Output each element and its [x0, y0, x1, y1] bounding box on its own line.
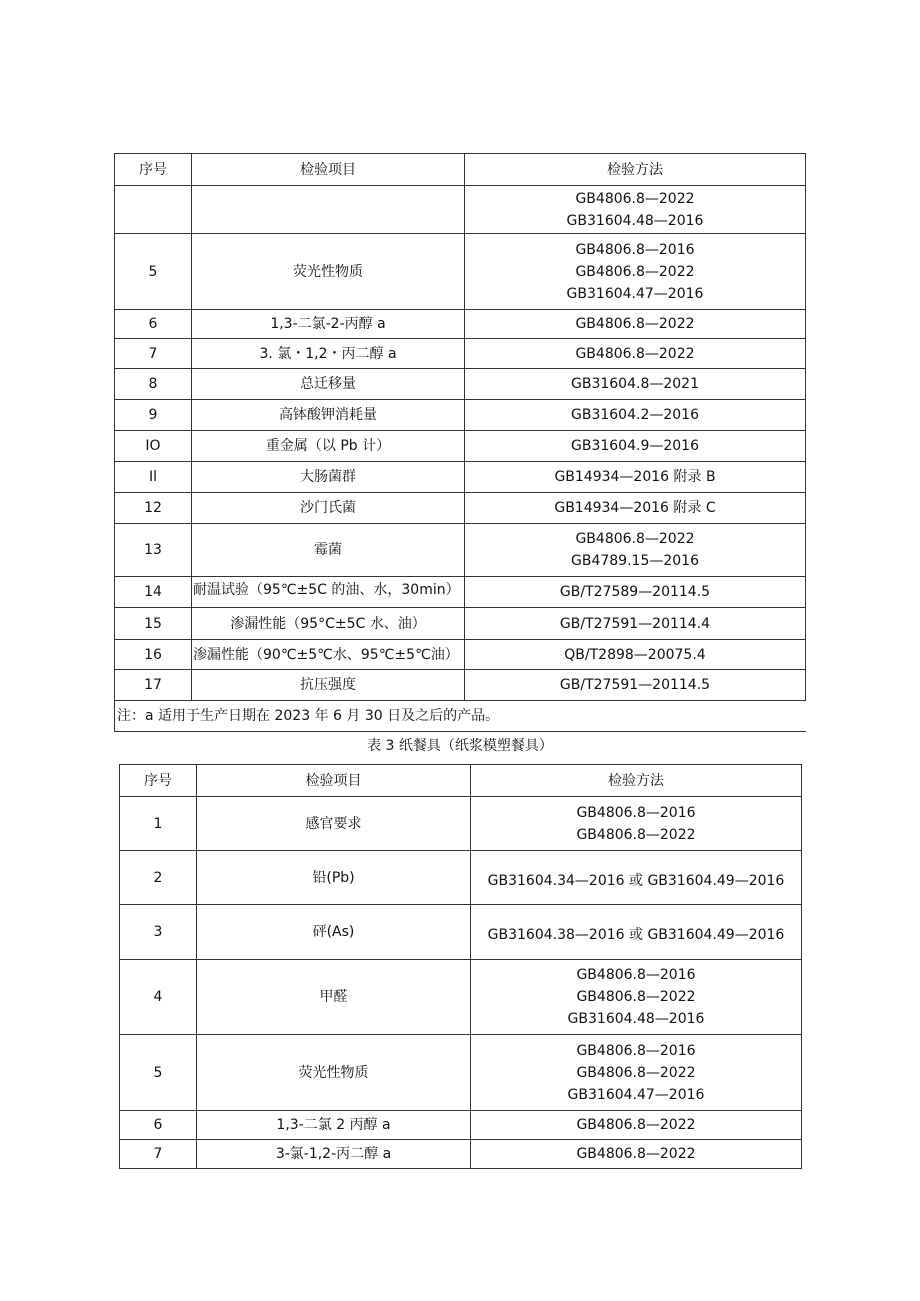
row-method: GB31604.34—2016 或 GB31604.49—2016 [471, 851, 802, 905]
table-row [120, 1111, 802, 1140]
table-row [120, 851, 802, 905]
header-no: 序号 [115, 154, 192, 186]
row-method: GB4806.8—2022 GB4789.15—2016 [465, 524, 806, 577]
row-no: 1 [120, 797, 197, 851]
row-item: 耐温试验（95℃±5C 的油、水，30min） [193, 582, 460, 598]
row-method: GB/T27591—20114.5 [465, 670, 806, 701]
table-row [115, 608, 806, 640]
header-item: 检验项目 [192, 154, 465, 186]
row-method: GB4806.8—2022 [471, 1140, 802, 1169]
row-method: GB4806.8—2016 GB4806.8—2022 GB31604.47—2016 [471, 1035, 802, 1111]
row-no: 6 [120, 1111, 197, 1140]
row-item [192, 186, 465, 234]
row-item: 霉菌 [192, 524, 465, 577]
row-no: 14 [115, 577, 192, 608]
row-item: 重金属（以 Pb 计） [192, 431, 465, 462]
header-no: 序号 [120, 765, 197, 797]
row-item: 抗压强度 [192, 670, 465, 701]
row-item: 渗漏性能（95°C±5C 水、油） [192, 608, 465, 640]
table-row [115, 640, 806, 670]
row-item: 荧光性物质 [197, 1035, 471, 1111]
table-note-row [115, 701, 806, 732]
table-row [115, 431, 806, 462]
row-no: 5 [120, 1035, 197, 1111]
table-row [115, 186, 806, 234]
row-no: 17 [115, 670, 192, 701]
row-method: GB4806.8—2022 GB31604.48—2016 [465, 186, 806, 234]
row-no: 15 [115, 608, 192, 640]
table-row [120, 1140, 802, 1169]
table-row [115, 339, 806, 369]
row-method: GB/T27591—20114.4 [465, 608, 806, 640]
row-no: 2 [120, 851, 197, 905]
row-no: 12 [115, 493, 192, 524]
inspection-table-continued [114, 153, 806, 732]
row-item: 荧光性物质 [192, 234, 465, 310]
row-no [115, 186, 192, 234]
row-no: 7 [120, 1140, 197, 1169]
table-note: 注：a 适用于生产日期在 2023 年 6 月 30 日及之后的产品。 [115, 701, 806, 732]
row-item: 大肠菌群 [192, 462, 465, 493]
row-item: 高钵酸钾消耗量 [192, 400, 465, 431]
row-item: 3-氯-1,2-丙二醇 a [197, 1140, 471, 1169]
table-row [120, 797, 802, 851]
row-item: 渗漏性能（90℃±5℃水、95℃±5℃油） [192, 640, 465, 670]
table-row [115, 670, 806, 701]
row-no: 8 [115, 369, 192, 400]
row-item: 3. 氯・1,2・丙二醇 a [192, 339, 465, 369]
table-row [120, 1035, 802, 1111]
table-row [115, 524, 806, 577]
header-method: 检验方法 [471, 765, 802, 797]
row-no: 6 [115, 310, 192, 339]
row-item-cell [192, 577, 465, 608]
header-item: 检验项目 [197, 765, 471, 797]
table-row [115, 369, 806, 400]
row-method: GB4806.8—2016 GB4806.8—2022 [471, 797, 802, 851]
row-no: 13 [115, 524, 192, 577]
row-method: GB31604.8—2021 [465, 369, 806, 400]
table-row [115, 310, 806, 339]
row-method: GB14934—2016 附录 B [465, 462, 806, 493]
row-item: 沙门氏菌 [192, 493, 465, 524]
row-no: 9 [115, 400, 192, 431]
table-row [120, 905, 802, 960]
row-no: 7 [115, 339, 192, 369]
row-no: 3 [120, 905, 197, 960]
row-method: GB31604.9—2016 [465, 431, 806, 462]
row-item: 感官要求 [197, 797, 471, 851]
row-item: 铅(Pb) [197, 851, 471, 905]
row-no: 16 [115, 640, 192, 670]
table-header-row [115, 154, 806, 186]
row-method: GB4806.8—2022 [465, 339, 806, 369]
row-no: 4 [120, 960, 197, 1035]
row-item: 砰(As) [197, 905, 471, 960]
table-caption: 表 3 纸餐具（纸浆模塑餐具） [367, 738, 553, 754]
row-item: 1,3-二氯-2-丙醇 a [192, 310, 465, 339]
row-method: QB/T2898—20075.4 [465, 640, 806, 670]
row-method: GB14934—2016 附录 C [465, 493, 806, 524]
row-method: GB4806.8—2016 GB4806.8—2022 GB31604.48—2016 [471, 960, 802, 1035]
row-no: 5 [115, 234, 192, 310]
table-row [115, 234, 806, 310]
row-item: 总迁移量 [192, 369, 465, 400]
table-row [115, 577, 806, 608]
table-header-row [120, 765, 802, 797]
row-item: 1,3-二氯 2 丙醇 a [197, 1111, 471, 1140]
table-row [115, 462, 806, 493]
row-method: GB/T27589—20114.5 [465, 577, 806, 608]
row-method: GB4806.8—2016 GB4806.8—2022 GB31604.47—2016 [465, 234, 806, 310]
row-method: GB4806.8—2022 [471, 1111, 802, 1140]
header-method: 检验方法 [465, 154, 806, 186]
row-no: IO [115, 431, 192, 462]
table-row [115, 400, 806, 431]
table-row [115, 493, 806, 524]
row-method: GB4806.8—2022 [465, 310, 806, 339]
row-method: GB31604.38—2016 或 GB31604.49—2016 [471, 905, 802, 960]
table-row [120, 960, 802, 1035]
row-item: 甲醛 [197, 960, 471, 1035]
paper-tableware-table [119, 764, 802, 1169]
row-method: GB31604.2—2016 [465, 400, 806, 431]
row-no: Il [115, 462, 192, 493]
